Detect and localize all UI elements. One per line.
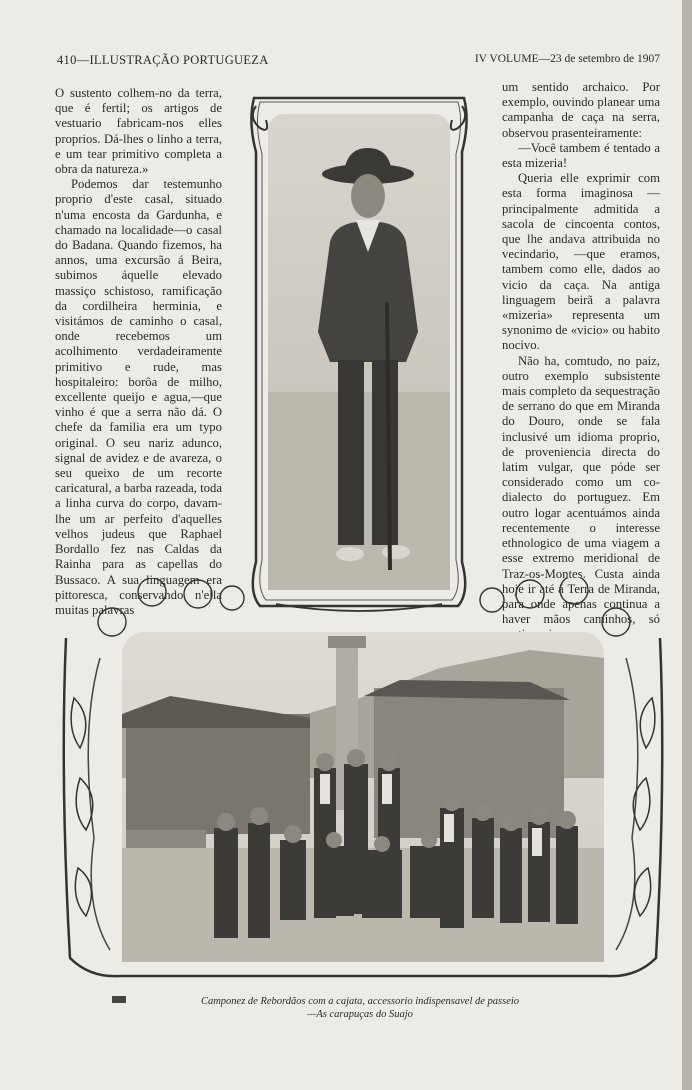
group-photo-frame (60, 578, 666, 983)
paragraph: Não ha, comtudo, no paiz, outro exemplo subsistente mais completo da sequestração de serrano do que em Miranda do Douro, onde se fala inclusivé um idioma proprio, de proveniencia directa do latim vulgar, que póde ser considerado como um co-dialecto do portuguez. Em outro logar acentuámos ainda recentemente o interesse ethnologico de uma viagem a esse extremo meridional de Traz-os-Montes. Custa ainda hoje ir até á Terra de Miranda, para onde apenas continua a haver mãos caminhos, só (502, 353, 660, 627)
left-text-column (55, 86, 222, 618)
paragraph: —Você tambem é tentado a esta mizeria! (502, 140, 660, 171)
paragraph: um sentido archaico. Por exemplo, ouvindo planear uma campanha de caça na serra, observou prasenteiramente: (502, 80, 660, 140)
portrait-photo (246, 92, 472, 612)
photo-caption (110, 995, 610, 1021)
portrait-photo-frame (246, 92, 472, 612)
group-photo (60, 578, 666, 983)
page-spine (682, 0, 692, 1090)
right-text-column (502, 80, 660, 643)
paragraph: Podemos dar testemunho proprio d'este casal, situado n'uma encosta da Gardunha, e chamado na localidade—o casal do Badana. Quando fizemos, ha annos, uma excursão á Beira, subimos áquelle elevado massiço schistoso, ramificação da cordilheira herminia, e visitámos de caminho o casal, onde recebemos um acolhimento verdadeiramente primitivo e rude, mas hospitaleiro: borôa de milho, excellente queijo e agua,—que vinho é que a serra não dá. O chefe da familia era um typo original. O seu nariz adunco, signal de avidez e de avareza, o seu queixo de um recorte caricatural, a barba razeada, toda a linha curva do corpo, davam-lhe um ar perfeito d'aquelles velhos judeus que Raphael Bordallo fez nas Caldas da Rainha para as capellas do Bussaco. A sua linguagem era pittoresca, conservando n'ella muitas palavras (55, 177, 222, 617)
caption-line-1: Camponez de Rebordãos com a cajata, accessorio indispensavel de passeio (200, 996, 520, 1007)
page-header-issue (475, 53, 660, 65)
paragraph: O sustento colhem-no da terra, que é fertil; os artigos de vestuario fabricam-nos elles proprios. Dá-lhes o linho a terra, e um tear primitivo completa a obra da natureza.» (55, 86, 222, 177)
volume-label: IV VOLUME (474, 53, 539, 65)
issue-date: —23 de setembro de 1907 (538, 53, 660, 65)
caption-line-2: —As carapuças do Suajo (307, 1009, 413, 1020)
paragraph: Queria elle exprimir com esta forma imaginosa — principalmente admitida a sacola de cincoenta contos, que lhe andava attribuida no vecindario, —que eramos, tambem como elle, dados ao vicio da caça. Na antiga linguagem beirã a palavra «mizeria» representa um synonimo de «vicio» ou habito nocivo. (502, 171, 660, 353)
page-header-title: 410—ILLUSTRAÇÃO PORTUGUEZA (57, 53, 269, 67)
